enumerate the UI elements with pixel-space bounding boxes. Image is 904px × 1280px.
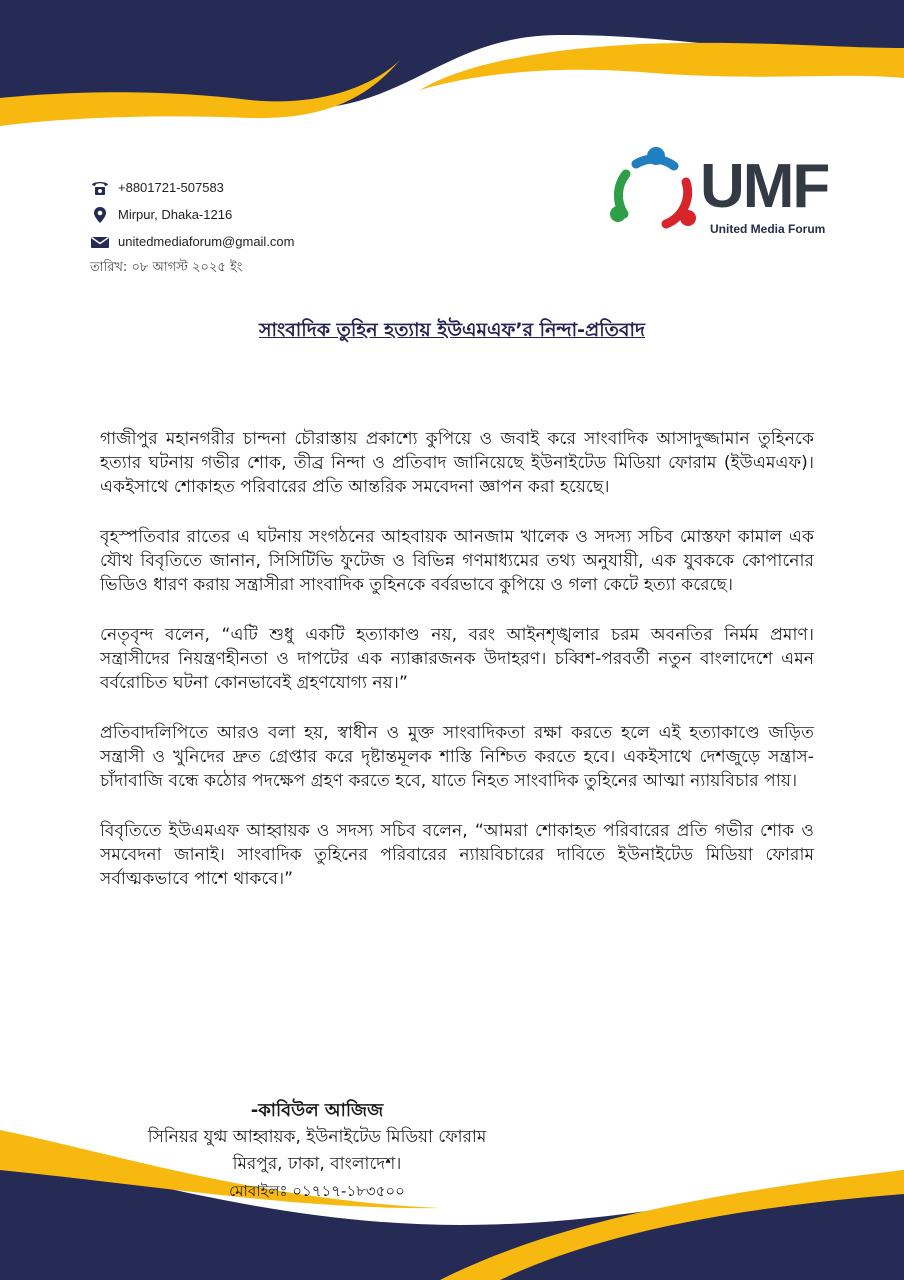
signatory-name: -কাবিউল আজিজ bbox=[250, 1100, 384, 1121]
phone-icon bbox=[90, 179, 110, 197]
address-text: Mirpur, Dhaka-1216 bbox=[118, 207, 233, 222]
contact-phone-row bbox=[90, 174, 295, 201]
body-paragraph: বৃহস্পতিবার রাতের এ ঘটনায় সংগঠনের আহবায়ক আনজাম খালেক ও সদস্য সচিব মোস্তফা কামাল এক যৌথ বিবৃতিতে জানান, সিসিটিভি ফুটেজ ও বিভিন্ন গণমাধ্যমের তথ্য অনুযায়ী, এক যুবককে কোপানোর ভিডিও ধারণ করায় সন্ত্রাসীরা সাংবাদিক তুহিনকে বর্বরভাবে কুপিয়ে ও গলা কেটে হত্যা করেছে। bbox=[100, 527, 814, 595]
document-date: তারিখ: ০৮ আগস্ট ২০২৫ ইং bbox=[90, 260, 243, 275]
logo-wordmark: UMF bbox=[700, 152, 829, 221]
location-pin-icon bbox=[90, 206, 110, 224]
logo-mark-icon bbox=[604, 142, 704, 242]
email-address[interactable]: unitedmediaforum@gmail.com bbox=[118, 234, 295, 249]
press-release-headline: সাংবাদিক তুহিন হত্যায় ইউএমএফ’র নিন্দা-প্রতিবাদ bbox=[258, 319, 645, 341]
body-paragraph: প্রতিবাদলিপিতে আরও বলা হয়, স্বাধীন ও মুক্ত সাংবাদিকতা রক্ষা করতে হলে এই হত্যাকাণ্ডে জড়িত সন্ত্রাসী ও খুনিদের দ্রুত গ্রেপ্তার করে দৃষ্টান্তমূলক শাস্তি নিশ্চিত করতে হবে। একইসাথে দেশজুড়ে সন্ত্রাস-চাঁদাবাজি বন্ধে কঠোর পদক্ষেপ গ্রহণ করতে হবে, যাতে নিহত সাংবাদিক তুহিনের আত্মা ন্যায়বিচার পায়। bbox=[100, 723, 814, 791]
body-paragraph: গাজীপুর মহানগরীর চান্দনা চৌরাস্তায় প্রকাশ্যে কুপিয়ে ও জবাই করে সাংবাদিক আসাদুজ্জামান তুহিনকে হত্যার ঘটনায় গভীর শোক, তীব্র নিন্দা ও প্রতিবাদ জানিয়েছে ইউনাইটেড মিডিয়া ফোরাম (ইউএমএফ)। একইসাথে শোকাহত পরিবারের প্রতি আন্তরিক সমবেদনা জ্ঞাপন করা হয়েছে। bbox=[100, 429, 814, 497]
press-release-body bbox=[100, 427, 814, 917]
signatory-location: মিরপুর, ঢাকা, বাংলাদেশ। bbox=[232, 1154, 402, 1174]
email-icon bbox=[90, 233, 110, 251]
signatory-title: সিনিয়র যুগ্ম আহ্বায়ক, ইউনাইটেড মিডিয়া ফোরাম bbox=[147, 1127, 487, 1147]
contact-email-row bbox=[90, 228, 295, 255]
logo-organization-name: United Media Forum bbox=[710, 222, 826, 236]
contact-info bbox=[90, 174, 295, 255]
body-paragraph: নেতৃবৃন্দ বলেন, “এটি শুধু একটি হত্যাকাণ্ড নয়, বরং আইনশৃঙ্খলার চরম অবনতির নির্মম প্রমাণ। সন্ত্রাসীদের নিয়ন্ত্রণহীনতা ও দাপটের এক ন্যাক্কারজনক উদাহরণ। চব্বিশ-পরবর্তী নতুন বাংলাদেশে এমন বর্বরোচিত ঘটনা কোনভাবেই গ্রহণযোগ্য নয়।” bbox=[100, 625, 814, 693]
phone-number[interactable]: +8801721-507583 bbox=[118, 180, 224, 195]
body-paragraph: বিবৃতিতে ইউএমএফ আহ্বায়ক ও সদস্য সচিব বলেন, “আমরা শোকাহত পরিবারের প্রতি গভীর শোক ও সমবেদনা জানাই। সাংবাদিক তুহিনের পরিবারের ন্যায়বিচারের দাবিতে ইউনাইটেড মিডিয়া ফোরাম সর্বাত্মকভাবে পাশে থাকবে।” bbox=[100, 821, 814, 889]
contact-address-row bbox=[90, 201, 295, 228]
signatory-mobile: মোবাইলঃ ০১৭১৭-১৮৩৫০০ bbox=[229, 1182, 405, 1200]
umf-logo bbox=[604, 140, 864, 250]
signature-block bbox=[0, 1098, 634, 1204]
